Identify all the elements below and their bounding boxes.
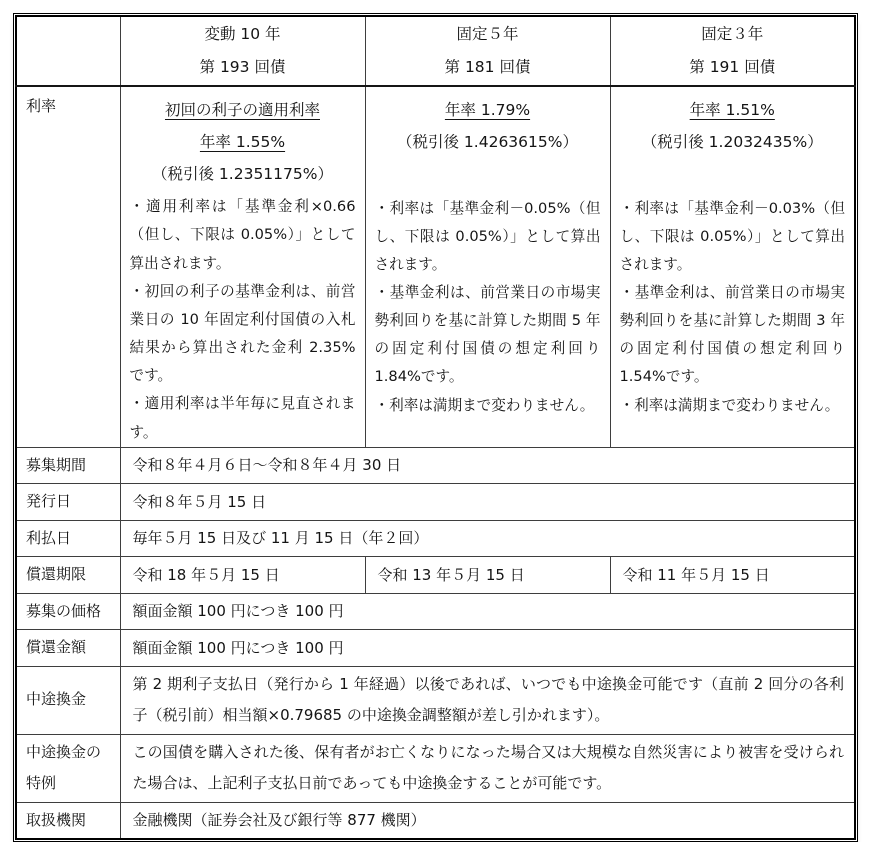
after-tax-rate: （税引後 1.2032435%） [641, 132, 823, 151]
maturity-row [16, 557, 855, 594]
early-redemption-row [16, 666, 855, 734]
row-label-redemption-amount: 償還金額 [16, 630, 120, 667]
row-label-handling-institutions: 取扱機関 [16, 802, 120, 839]
initial-rate-title: 初回の利子の適用利率 [164, 101, 320, 119]
early-redemption-special-value: この国債を購入された後、保有者がお亡くなりになった場合又は大規模な自然災害により被害を受けられた場合は、上記利子支払日前であっても中途換金することが可能です。 [120, 734, 855, 802]
row-label-offering-period: 募集期間 [16, 447, 120, 484]
annual-rate: 年率 1.79% [444, 101, 531, 119]
bond-terms-table-frame [13, 13, 858, 842]
rate-note: ・適用利率は半年毎に見直されます。 [129, 395, 356, 441]
row-label-offering-price: 募集の価格 [16, 593, 120, 630]
column-series: 第 191 回債 [689, 58, 776, 76]
row-label-early-redemption-special: 中途換金の特例 [16, 734, 120, 802]
bond-terms-table [15, 15, 856, 840]
interest-rate-row [16, 86, 855, 447]
row-label-maturity: 償還期限 [16, 557, 120, 594]
row-label-interest-payment: 利払日 [16, 520, 120, 557]
rate-note: ・基準金利は、前営業日の市場実勢利回りを基に計算した期間 3 年の固定利付国債の想定利回り 1.54%です。 [619, 284, 845, 386]
rate-cell-variable-10y [120, 86, 365, 447]
column-term: 固定３年 [701, 25, 764, 44]
column-term: 変動 10 年 [204, 25, 281, 44]
issue-date-row [16, 484, 855, 521]
early-redemption-special-row [16, 734, 855, 802]
annual-rate: 年率 1.55% [199, 132, 286, 151]
issue-date-value: 令和８年５月 15 日 [120, 484, 855, 521]
corner-blank-cell [16, 16, 120, 86]
handling-institutions-row [16, 802, 855, 839]
offering-period-value: 令和８年４月６日～令和８年４月 30 日 [120, 447, 855, 484]
maturity-fixed-5y: 令和 13 年５月 15 日 [365, 557, 610, 594]
row-label-interest-rate: 利率 [16, 86, 120, 447]
rate-notes [130, 193, 356, 446]
offering-price-row [16, 593, 855, 630]
column-header-variable-10y [120, 16, 365, 86]
column-header-fixed-5y [365, 16, 610, 86]
redemption-amount-row [16, 630, 855, 667]
rate-note: ・適用利率は「基準金利×0.66（但し、下限は 0.05%）」として算出されます。 [129, 198, 356, 272]
rate-note: ・初回の利子の基準金利は、前営業日の 10 年固定利付国債の入札結果から算出された金利 2.35%です。 [129, 282, 356, 385]
interest-payment-value: 毎年５月 15 日及び 11 月 15 日（年２回） [120, 520, 855, 557]
column-term: 固定５年 [456, 25, 519, 44]
rate-note: ・利率は満期まで変わりません。 [619, 396, 840, 414]
rate-note: ・利率は満期まで変わりません。 [374, 396, 595, 414]
rate-note: ・利率は「基準金利－0.05%（但し、下限は 0.05%）」として算出されます。 [374, 199, 601, 273]
rate-notes [375, 195, 601, 420]
maturity-variable-10y: 令和 18 年５月 15 日 [120, 557, 365, 594]
column-header-fixed-3y [610, 16, 855, 86]
column-series: 第 181 回債 [444, 58, 531, 76]
offering-period-row [16, 447, 855, 484]
redemption-amount-value: 額面金額 100 円につき 100 円 [120, 630, 855, 667]
column-series: 第 193 回債 [199, 58, 286, 76]
row-label-early-redemption: 中途換金 [16, 666, 120, 734]
rate-note: ・利率は「基準金利－0.03%（但し、下限は 0.05%）」として算出されます。 [619, 199, 845, 273]
maturity-fixed-3y: 令和 11 年５月 15 日 [610, 557, 855, 594]
rate-cell-fixed-3y [610, 86, 855, 447]
annual-rate: 年率 1.51% [689, 101, 775, 119]
column-header-row [16, 16, 855, 86]
rate-notes [620, 195, 846, 420]
interest-payment-row [16, 520, 855, 557]
row-label-issue-date: 発行日 [16, 484, 120, 521]
handling-institutions-value: 金融機関（証券会社及び銀行等 877 機関） [120, 802, 855, 839]
after-tax-rate: （税引後 1.2351175%） [152, 164, 333, 183]
early-redemption-value: 第 2 期利子支払日（発行から 1 年経過）以後であれば、いつでも中途換金可能です（直前 2 回分の各利子（税引前）相当額×0.79685 の中途換金調整額が差し引かれます）。 [120, 666, 855, 734]
after-tax-rate: （税引後 1.4263615%） [397, 132, 578, 151]
rate-note: ・基準金利は、前営業日の市場実勢利回りを基に計算した期間 5 年の固定利付国債の想定利回り 1.84%です。 [374, 284, 601, 386]
offering-price-value: 額面金額 100 円につき 100 円 [120, 593, 855, 630]
rate-cell-fixed-5y [365, 86, 610, 447]
